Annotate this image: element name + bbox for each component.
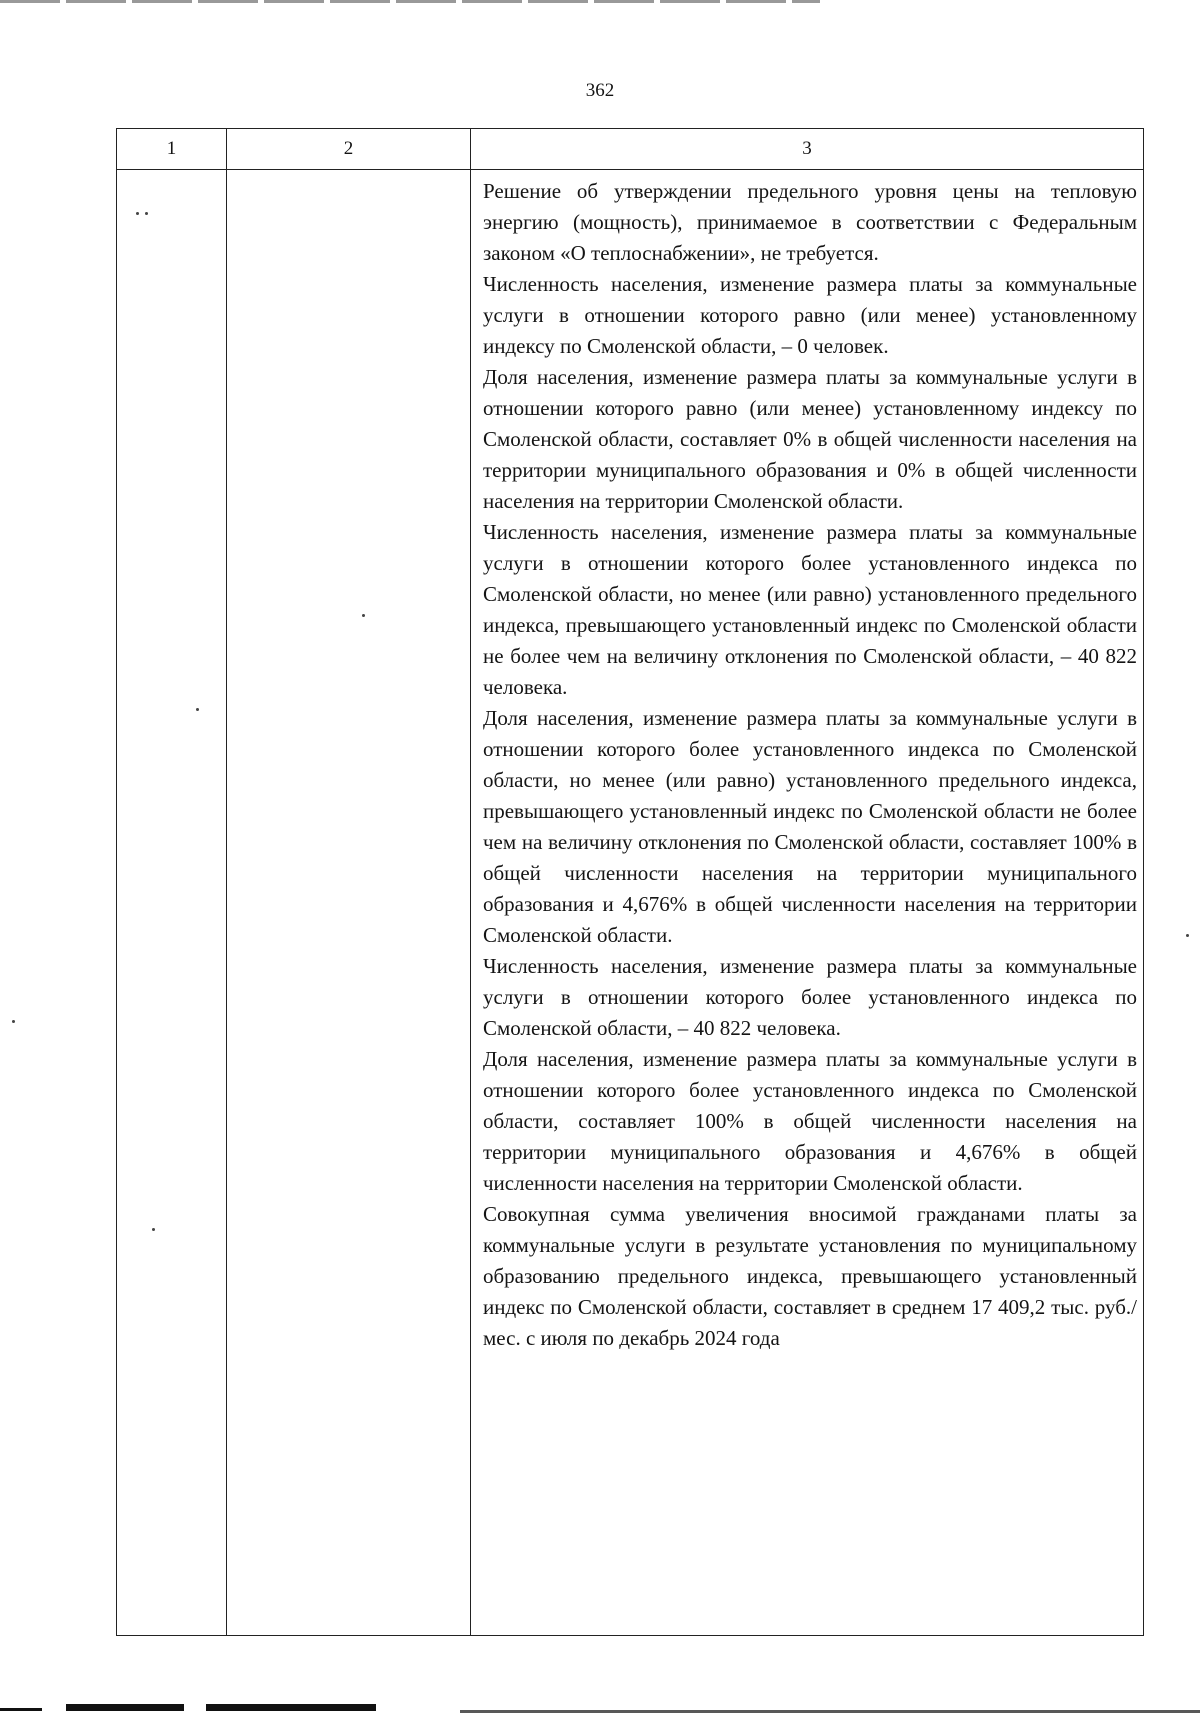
document-table	[116, 128, 1144, 1636]
paragraph-population-equal-index: Численность населения, изменение размера платы за коммунальные услуги в отношении которого равно (или менее) установленному индексу по Смоленской области, – 0 человек.	[483, 272, 1137, 358]
paragraph-population-above-index: Численность населения, изменение размера платы за коммунальные услуги в отношении которого более установленного индекса по Смоленской области, – 40 822 человека.	[483, 954, 1137, 1040]
scan-speck	[145, 212, 148, 215]
scan-bottom-edge	[206, 1704, 376, 1711]
scan-speck	[12, 1020, 15, 1023]
scan-speck	[362, 614, 365, 617]
scan-bottom-edge	[0, 1708, 42, 1711]
table-header-row	[117, 129, 1144, 170]
table-row	[117, 170, 1144, 1636]
scan-bottom-edge	[66, 1704, 184, 1711]
column-header-1: 1	[117, 129, 227, 170]
scan-bottom-edge	[460, 1710, 1200, 1713]
page-number: 362	[585, 80, 615, 101]
scan-speck	[136, 212, 139, 215]
paragraph-share-above-index: Доля населения, изменение размера платы за коммунальные услуги в отношении которого более установленного индекса по Смоленской области, составляет 100% в общей численности населения на территории муниципального образования и 4,676% в общей численности населения на территории Смоленской области.	[483, 1047, 1137, 1195]
column-2-cell	[227, 170, 471, 1636]
scan-speck	[196, 708, 199, 711]
paragraph-price-limit-decision: Решение об утверждении предельного уровня цены на тепловую энергию (мощность), принимаемое в соответствии с Федеральным законом «О теплоснабжении», не требуется.	[483, 179, 1137, 265]
paragraph-population-within-deviation: Численность населения, изменение размера платы за коммунальные услуги в отношении которого более установленного индекса по Смоленской области, но менее (или равно) установленного предельного индекса, превышающего установленный индекс по Смоленской области не более чем на величину отклонения по Смоленской области, – 40 822 человека.	[483, 520, 1137, 699]
column-3-cell	[471, 170, 1144, 1636]
column-header-2: 2	[227, 129, 471, 170]
paragraph-share-equal-index: Доля населения, изменение размера платы за коммунальные услуги в отношении которого равно (или менее) установленному индексу по Смоленской области, составляет 0% в общей численности населения на территории муниципального образования и 0% в общей численности населения на территории Смоленской области.	[483, 365, 1137, 513]
column-header-3: 3	[471, 129, 1144, 170]
scan-speck	[152, 1228, 155, 1231]
column-1-cell	[117, 170, 227, 1636]
scan-top-edge	[0, 0, 820, 3]
paragraph-share-within-deviation: Доля населения, изменение размера платы за коммунальные услуги в отношении которого более установленного индекса по Смоленской области, но менее (или равно) установленного предельного индекса, превышающего установленный индекс по Смоленской области не более чем на величину отклонения по Смоленской области, составляет 100% в общей численности населения на территории муниципального образования и 4,676% в общей численности населения на территории Смоленской области.	[483, 706, 1137, 947]
scan-speck	[1186, 934, 1189, 937]
paragraph-total-increase-sum: Совокупная сумма увеличения вносимой гражданами платы за коммунальные услуги в результате установления по муниципальному образованию предельного индекса, превышающего установленный индекс по Смоленской области, составляет в среднем 17 409,2 тыс. руб./мес. с июля по декабрь 2024 года	[483, 1202, 1137, 1350]
